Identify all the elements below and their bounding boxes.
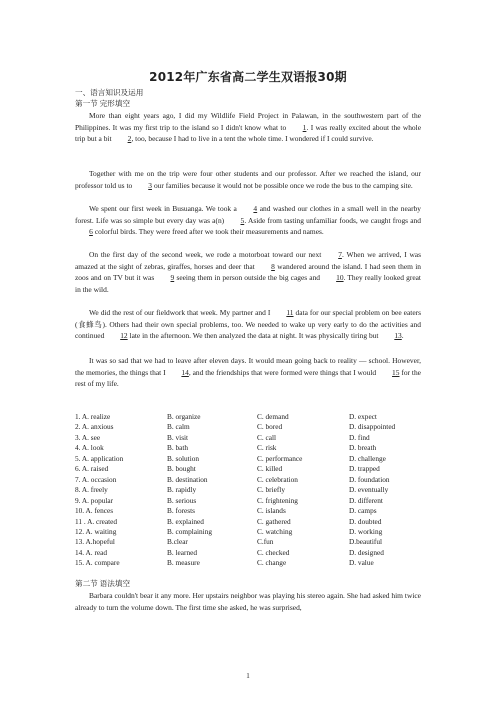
- option-choice: B. bath: [167, 443, 189, 453]
- option-row: [75, 485, 425, 496]
- option-choice: C.fun: [257, 537, 274, 547]
- paragraph-text: . They really looked great in the wild.: [75, 273, 421, 294]
- cloze-paragraph-3: [75, 203, 421, 238]
- option-row: [75, 527, 425, 538]
- cloze-paragraph-1: [75, 110, 421, 145]
- option-choice: B. visit: [167, 432, 189, 442]
- option-choice: 2. A. anxious: [75, 422, 114, 432]
- option-choice: C. watching: [257, 526, 293, 536]
- option-choice: 7. A. occasion: [75, 474, 117, 484]
- option-choice: C. bored: [257, 422, 283, 432]
- blank-number: 13: [394, 331, 402, 341]
- option-choice: B.clear: [167, 537, 188, 547]
- option-choice: 4. A. look: [75, 443, 104, 453]
- paragraph-text: Together with me on the trip were four other students and our professor. After we reached the island, our professor told us to: [75, 169, 421, 190]
- cloze-paragraph-2: [75, 168, 421, 191]
- paragraph-text: seeing them in person outside the big cages and: [174, 273, 323, 283]
- option-choice: B. learned: [167, 547, 197, 557]
- option-choice: C. frightening: [257, 495, 298, 505]
- option-choice: C. checked: [257, 547, 290, 557]
- option-choice: C. risk: [257, 443, 277, 453]
- paragraph-text: late in the afternoon. We then analyzed the data at night. It was physically tiring but: [127, 331, 381, 341]
- option-choice: D. camps: [349, 506, 377, 516]
- blank-number: 11: [286, 308, 294, 317]
- option-choice: B. calm: [167, 422, 190, 432]
- blank-number: 10: [336, 273, 344, 283]
- option-row: [75, 454, 425, 465]
- option-row: [75, 506, 425, 517]
- paragraph-text: . When we arrived, I was amazed at the sight of zebras, giraffes, horses and deer that: [75, 250, 422, 271]
- option-choice: D.beautiful: [349, 537, 383, 547]
- option-choice: 13. A.hopeful: [75, 537, 115, 547]
- paragraph-text: We did the rest of our fieldwork that week. My partner and I: [89, 308, 273, 317]
- option-choice: 9. A. popular: [75, 495, 114, 505]
- blank-number: 4: [253, 204, 258, 213]
- option-row: [75, 433, 425, 444]
- option-choice: D. breath: [349, 443, 377, 453]
- option-choice: B. bought: [167, 464, 196, 474]
- paragraph-text: It was so sad that we had to leave after eleven days. It would mean going back to reality — school. However, the memories, the things that I: [75, 356, 421, 377]
- paragraph-text: wandered around the island. I had seen them in zoos and on TV but it was: [75, 261, 421, 283]
- paragraph-text: More than eight years ago, I did my Wildlife Field Project in Palawan, in the southwestern part of the Philippines. It was my first trip to the island so I didn't know what to: [75, 111, 421, 132]
- option-choice: D. different: [349, 495, 383, 505]
- option-choice: B. solution: [167, 453, 200, 463]
- option-choice: B. serious: [167, 495, 197, 505]
- option-choice: 11 . A. created: [75, 516, 118, 526]
- paragraph-text: for the rest of my life.: [75, 367, 421, 389]
- blank-number: 12: [120, 331, 128, 341]
- option-choice: 8. A. freely: [75, 485, 108, 495]
- option-choice: C. demand: [257, 412, 289, 421]
- option-choice: D. challenge: [349, 453, 386, 463]
- blank-number: 9: [170, 273, 175, 283]
- option-choice: 12. A. waiting: [75, 526, 117, 536]
- blank-number: 8: [271, 261, 275, 271]
- option-row: [75, 475, 425, 486]
- document-title: 2012年广东省高二学生双语报30期: [149, 70, 347, 84]
- page-number: 1: [246, 672, 250, 680]
- option-choice: C. killed: [257, 464, 283, 474]
- paragraph-text: colorful birds. They were freed after we took their measurements and names.: [93, 227, 324, 237]
- option-choice: 5. A. application: [75, 453, 124, 463]
- blank-number: 2: [127, 134, 132, 144]
- blank-number: 6: [89, 227, 93, 237]
- option-row: [75, 412, 425, 423]
- option-choice: B. organize: [167, 412, 201, 421]
- blank-number: 15: [392, 367, 400, 377]
- cloze-paragraph-5: [75, 307, 421, 342]
- cloze-paragraph-4: [75, 249, 421, 295]
- option-choice: B. explained: [167, 516, 204, 526]
- option-choice: D. expect: [349, 412, 377, 421]
- option-choice: B. measure: [167, 558, 200, 568]
- grammar-paragraph: Barbara couldn't bear it any more. Her upstairs neighbor was playing his stereo again. She had asked him twice already to turn the volume down. The first time she asked, he was surprised,: [75, 591, 421, 612]
- option-row: [75, 422, 425, 433]
- option-choice: D. doubted: [349, 516, 382, 526]
- option-choice: D. eventually: [349, 485, 389, 495]
- section-heading-cloze: 第一节 完形填空: [75, 99, 131, 108]
- option-choice: D. value: [349, 558, 374, 568]
- option-choice: 10. A. fences: [75, 506, 114, 516]
- blank-number: 3: [148, 180, 152, 190]
- section-heading-language: 一、语言知识及运用: [75, 88, 144, 97]
- option-choice: D. disappointed: [349, 422, 396, 432]
- blank-number: 5: [240, 215, 245, 225]
- option-row: [75, 464, 425, 475]
- option-choice: 1. A. realize: [75, 412, 111, 421]
- paragraph-text: , and the friendships that were formed were things that I would: [188, 367, 379, 377]
- paragraph-text: We spent our first week in Busuanga. We took a: [89, 204, 240, 213]
- paragraph-text: . I was really excited about the whole trip but a bit: [75, 122, 421, 144]
- option-choice: B. forests: [167, 506, 195, 516]
- option-choice: B. destination: [167, 474, 208, 484]
- option-row: [75, 548, 425, 559]
- option-row: [75, 517, 425, 528]
- paragraph-text: .: [401, 331, 404, 341]
- option-row: [75, 558, 425, 569]
- blank-number: 1: [302, 122, 307, 132]
- paragraph-text: and washed our clothes in a small well in the nearby forest. Life was so simple but every day was a(n): [75, 204, 422, 225]
- option-choice: D. trapped: [349, 464, 380, 474]
- option-choice: 3. A. see: [75, 432, 101, 442]
- option-choice: C. briefly: [257, 485, 285, 495]
- blank-number: 7: [338, 250, 342, 259]
- option-choice: C. change: [257, 558, 287, 568]
- option-choice: B. rapidly: [167, 485, 197, 495]
- option-choice: C. islands: [257, 506, 286, 516]
- option-choice: 15. A. compare: [75, 558, 120, 568]
- paragraph-text: On the first day of the second week, we rode a motorboat toward our next: [89, 250, 325, 259]
- cloze-paragraph-6: [75, 355, 421, 390]
- section-heading-grammar: 第二节 语法填空: [75, 579, 131, 588]
- paragraph-text: our families because it would not be possible once we rode the bus to the camping site.: [152, 180, 413, 190]
- blank-number: 14: [181, 367, 189, 377]
- option-row: [75, 443, 425, 454]
- option-choice: D. find: [349, 432, 370, 442]
- option-choice: C. celebration: [257, 474, 298, 484]
- option-choice: D. working: [349, 526, 383, 536]
- paragraph-text: , too, because I had to live in a tent the whole time. I wondered if I could survive.: [131, 134, 374, 144]
- option-choice: C. performance: [257, 453, 303, 463]
- option-choice: D. foundation: [349, 474, 390, 484]
- option-row: [75, 496, 425, 507]
- option-choice: C. gathered: [257, 516, 291, 526]
- option-choice: C. call: [257, 432, 277, 442]
- option-choice: B. complaining: [167, 526, 212, 536]
- option-choice: 6. A. raised: [75, 464, 109, 474]
- option-choice: 14. A. read: [75, 547, 108, 557]
- paragraph-text: . Aside from tasting unfamiliar foods, we caught frogs and: [244, 215, 421, 225]
- paragraph-text: data for our special problem on bee eaters (食蜂鸟). Others had their own special problems, too. We needed to wake up very early to do the activities and continued: [75, 308, 421, 341]
- option-row: [75, 537, 425, 548]
- option-choice: D. designed: [349, 547, 384, 557]
